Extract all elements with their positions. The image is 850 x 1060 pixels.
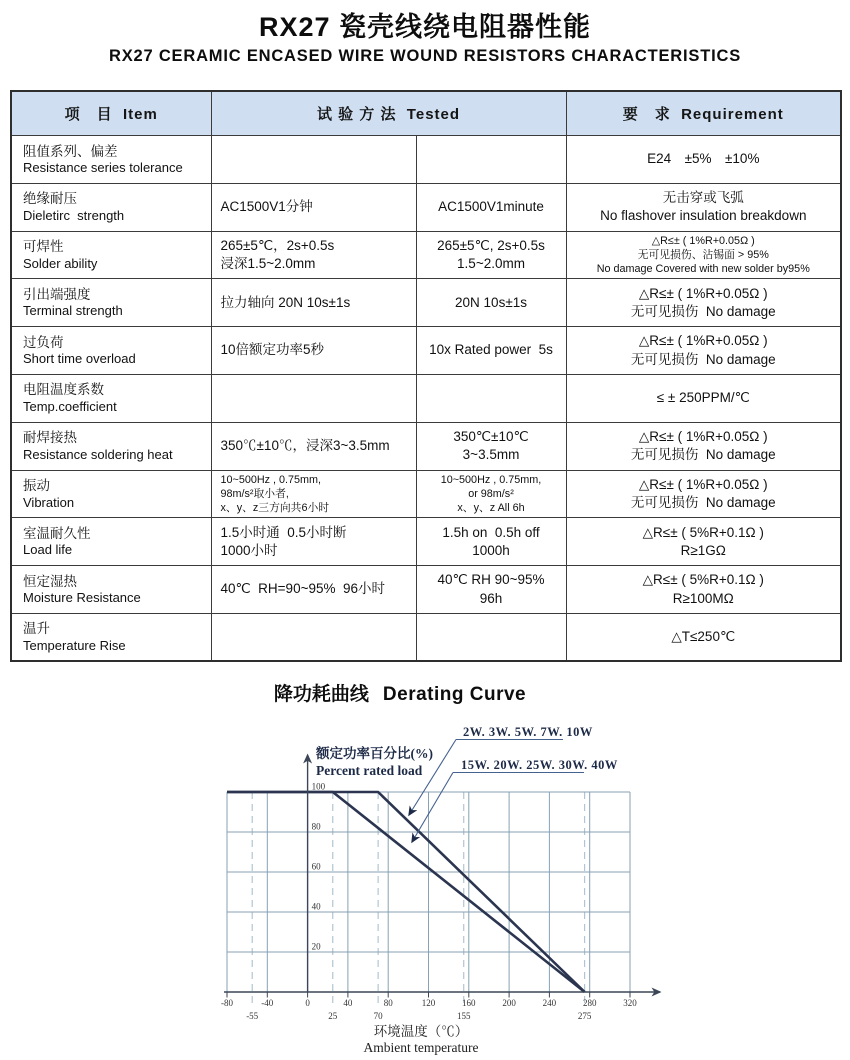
cell-line: 10~500Hz , 0.75mm, xyxy=(220,473,322,486)
item-cell xyxy=(11,566,211,614)
item-cell xyxy=(11,518,211,566)
item-cell xyxy=(11,231,211,279)
tick-label: 200 xyxy=(502,998,516,1008)
tick-label: 240 xyxy=(542,998,557,1008)
item-name-en: Load life xyxy=(23,542,73,558)
item-name-en: Terminal strength xyxy=(23,303,123,319)
requirement-cell xyxy=(566,231,841,279)
characteristics-table xyxy=(10,90,842,662)
cell-line: 拉力轴向 20N 10s±1s xyxy=(220,294,351,310)
tick-label: 155 xyxy=(457,1011,471,1021)
tick-label: 15W. 20W. 25W. 30W. 40W xyxy=(461,758,618,772)
table-row xyxy=(11,374,841,422)
cell-line: AC1500V1分钟 xyxy=(220,199,313,215)
requirement-cell xyxy=(566,470,841,518)
chart-title-en: Derating Curve xyxy=(382,684,527,705)
item-name-en: Resistance soldering heat xyxy=(23,446,173,462)
tick-label: 80 xyxy=(383,998,393,1008)
item-cell xyxy=(11,136,211,184)
cell-line: 1000小时 xyxy=(220,542,278,558)
tick-label: 40 xyxy=(311,901,321,912)
method-cn-cell xyxy=(211,183,416,231)
page-subtitle: RX27 CERAMIC ENCASED WIRE WOUND RESISTORS CHARACTERISTICS xyxy=(108,47,741,65)
method-en-cell xyxy=(416,566,566,614)
item-name-zh: 可焊性 xyxy=(23,239,64,255)
cell-line: ≤ ± 250PPM/℃ xyxy=(656,390,750,406)
cell-line: 无可见损伤 No damage xyxy=(630,303,776,319)
method-en-cell xyxy=(416,279,566,327)
chart-title-zh: 降功耗曲线 xyxy=(273,684,369,705)
tick-label: 60 xyxy=(311,861,321,872)
cell-line: x、y、z三方向共6小时 xyxy=(220,501,330,514)
tick-label: 70 xyxy=(373,1011,383,1021)
tick-label: -80 xyxy=(221,998,233,1008)
tick-label: 2W. 3W. 5W. 7W. 10W xyxy=(463,725,593,739)
header-requirement: 要 求 Requirement xyxy=(566,91,841,136)
item-cell xyxy=(11,374,211,422)
item-name-en: Vibration xyxy=(23,494,75,510)
cell-line: △R≤± ( 1%R+0.05Ω ) xyxy=(638,476,768,492)
method-en-cell xyxy=(416,374,566,422)
item-name-en: Dieletirc strength xyxy=(23,207,125,223)
method-cn-cell xyxy=(211,374,416,422)
y-tick-labels xyxy=(312,782,326,952)
table-body xyxy=(11,136,841,662)
requirement-cell xyxy=(566,327,841,375)
cell-line: 无可见损伤 No damage xyxy=(630,494,776,510)
tick-label: -40 xyxy=(261,998,274,1008)
cell-line: x、y、z All 6h xyxy=(457,501,525,514)
item-name-zh: 电阻温度系数 xyxy=(23,382,104,398)
cell-line: 350℃±10℃ xyxy=(453,428,529,444)
item-name-zh: 引出端强度 xyxy=(23,286,91,302)
tick-label: 320 xyxy=(623,998,637,1008)
cell-line: 1.5h on 0.5h off xyxy=(442,524,540,540)
cell-line: R≥1GΩ xyxy=(680,542,726,558)
table-row xyxy=(11,422,841,470)
cell-line: 1.5小时通 0.5小时断 xyxy=(220,524,347,540)
requirement-cell xyxy=(566,566,841,614)
method-cn-cell xyxy=(211,613,416,661)
table-row xyxy=(11,518,841,566)
item-cell xyxy=(11,470,211,518)
method-en-cell xyxy=(416,136,566,184)
method-en-cell xyxy=(416,470,566,518)
cell-line: No flashover insulation breakdown xyxy=(600,208,807,224)
x-axis-ticks xyxy=(227,992,630,998)
table-row xyxy=(11,470,841,518)
cell-line: 265±5℃，2s+0.5s xyxy=(220,237,335,253)
header-tested: 试 验 方 法 Tested xyxy=(211,91,566,136)
cell-line: 265±5℃, 2s+0.5s xyxy=(437,237,545,253)
derating-curve-small-watts xyxy=(227,792,585,992)
table-row xyxy=(11,327,841,375)
cell-line: △R≤± ( 1%R+0.05Ω ) xyxy=(638,333,768,349)
tick-label: Ambient temperature xyxy=(363,1040,479,1055)
cell-line: △R≤± ( 5%R+0.1Ω ) xyxy=(642,572,764,588)
cell-line: 20N 10s±1s xyxy=(455,294,527,310)
cell-line: 40℃ RH=90~95% 96小时 xyxy=(220,581,385,597)
tick-label: 275 xyxy=(577,1011,592,1021)
cell-line: 无击穿或飞弧 xyxy=(662,189,744,205)
cell-line: △T≤250℃ xyxy=(671,629,736,644)
table-row xyxy=(11,231,841,279)
cell-line: △R≤± ( 1%R+0.05Ω ) xyxy=(651,234,755,247)
requirement-cell xyxy=(566,374,841,422)
item-name-zh: 恒定湿热 xyxy=(23,573,77,589)
requirement-cell xyxy=(566,279,841,327)
method-en-cell xyxy=(416,613,566,661)
tick-label: 25 xyxy=(328,1011,338,1021)
method-en-cell xyxy=(416,518,566,566)
table-row xyxy=(11,183,841,231)
cell-line: 无可见损伤、沾锡面 > 95% xyxy=(637,248,769,261)
cell-line: △R≤± ( 5%R+0.1Ω ) xyxy=(642,524,764,540)
requirement-cell xyxy=(566,183,841,231)
item-name-zh: 过负荷 xyxy=(23,334,64,350)
page-title: RX27 瓷壳线绕电阻器性能 xyxy=(258,12,592,42)
item-name-zh: 室温耐久性 xyxy=(23,525,91,541)
cell-line: 40℃ RH 90~95% xyxy=(437,572,545,588)
item-name-en: Moisture Resistance xyxy=(23,590,141,606)
cell-line: R≥100MΩ xyxy=(672,590,734,606)
method-cn-cell xyxy=(211,470,416,518)
cell-line: 10倍额定功率5秒 xyxy=(220,342,325,358)
item-cell xyxy=(11,279,211,327)
method-cn-cell xyxy=(211,136,416,184)
item-name-zh: 绝缘耐压 xyxy=(23,191,77,207)
derating-curve-large-watts xyxy=(227,792,585,992)
item-name-en: Resistance series tolerance xyxy=(23,160,183,176)
method-cn-cell xyxy=(211,327,416,375)
item-cell xyxy=(11,613,211,661)
x-special-tick-labels xyxy=(246,1011,592,1021)
tick-label: 160 xyxy=(462,998,476,1008)
cell-line: △R≤± ( 1%R+0.05Ω ) xyxy=(638,428,768,444)
cell-line: 无可见损伤 No damage xyxy=(630,447,776,463)
method-en-cell xyxy=(416,231,566,279)
requirement-cell xyxy=(566,136,841,184)
item-name-zh: 振动 xyxy=(23,478,50,494)
tick-label: 环境温度（℃） xyxy=(373,1024,469,1039)
item-name-en: Temp.coefficient xyxy=(23,399,117,415)
special-temp-dashed-lines xyxy=(252,792,584,1008)
item-name-zh: 阻值系列、偏差 xyxy=(23,143,118,159)
item-name-en: Solder ability xyxy=(23,255,98,271)
table-row xyxy=(11,566,841,614)
method-en-cell xyxy=(416,183,566,231)
tick-label: 80 xyxy=(311,821,321,832)
method-cn-cell xyxy=(211,231,416,279)
method-cn-cell xyxy=(211,518,416,566)
item-cell xyxy=(11,183,211,231)
chart-title xyxy=(0,679,800,706)
requirement-cell xyxy=(566,613,841,661)
method-cn-cell xyxy=(211,566,416,614)
cell-line: △R≤± ( 1%R+0.05Ω ) xyxy=(638,285,768,301)
item-name-zh: 温升 xyxy=(23,621,50,637)
tick-label: 40 xyxy=(343,998,353,1008)
cell-line: E24 ±5% ±10% xyxy=(647,151,760,167)
cell-line: 无可见损伤 No damage xyxy=(630,351,776,367)
cell-line: 350℃±10℃，浸深3~3.5mm xyxy=(220,438,390,454)
tick-label: Percent rated load xyxy=(316,763,423,778)
cell-line: 98m/s²取小者, xyxy=(220,487,289,500)
requirement-cell xyxy=(566,422,841,470)
tick-label: -55 xyxy=(246,1011,259,1021)
cell-line: 1.5~2.0mm xyxy=(457,255,525,271)
method-cn-cell xyxy=(211,279,416,327)
method-en-cell xyxy=(416,422,566,470)
item-name-en: Short time overload xyxy=(23,351,136,367)
derating-grid xyxy=(227,792,630,992)
table-row xyxy=(11,613,841,661)
tick-label: 20 xyxy=(311,941,321,952)
header-item: 项 目 Item xyxy=(11,91,211,136)
cell-line: 96h xyxy=(479,590,503,606)
tick-label: 100 xyxy=(311,781,326,792)
table-row xyxy=(11,279,841,327)
method-en-cell xyxy=(416,327,566,375)
derating-curve-chart xyxy=(0,705,850,1060)
item-cell xyxy=(11,327,211,375)
item-cell xyxy=(11,422,211,470)
cell-line: 1000h xyxy=(472,542,510,558)
method-cn-cell xyxy=(211,422,416,470)
cell-line: 浸深1.5~2.0mm xyxy=(220,255,316,271)
cell-line: 10x Rated power 5s xyxy=(429,342,553,358)
requirement-cell xyxy=(566,518,841,566)
cell-line: No damage Covered with new solder by95% xyxy=(596,263,810,275)
cell-line: 3~3.5mm xyxy=(462,447,520,463)
cell-line: AC1500V1minute xyxy=(438,199,544,215)
x-major-tick-labels xyxy=(221,998,637,1008)
tick-label: 额定功率百分比(%) xyxy=(316,746,433,761)
item-name-en: Temperature Rise xyxy=(23,637,126,653)
tick-label: 0 xyxy=(305,998,310,1008)
tick-label: 120 xyxy=(421,998,436,1008)
cell-line: 10~500Hz , 0.75mm, xyxy=(440,473,542,486)
series-annotation-1 xyxy=(412,758,618,842)
table-row xyxy=(11,136,841,184)
cell-line: or 98m/s² xyxy=(468,487,514,500)
table-header-row xyxy=(11,91,841,136)
item-name-zh: 耐焊接热 xyxy=(23,430,77,446)
tick-label: 280 xyxy=(582,998,597,1008)
